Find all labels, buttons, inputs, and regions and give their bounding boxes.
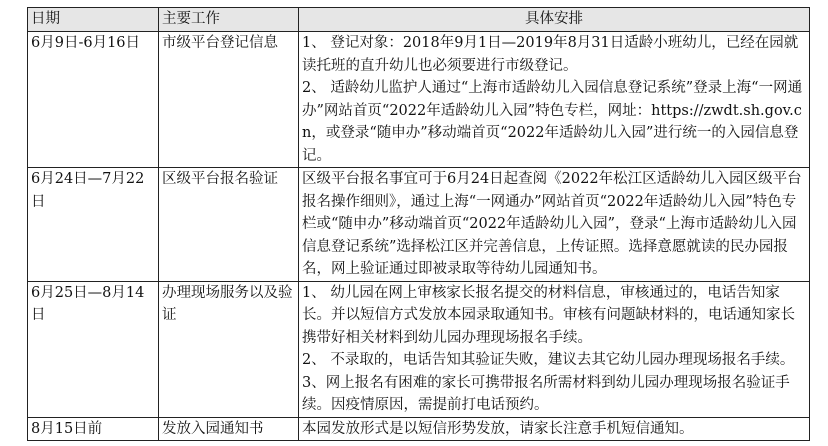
detail-paragraph: 本园发放形式是以短信形势发放，请家长注意手机短信通知。 [302, 420, 694, 437]
row-details [299, 281, 810, 417]
table-row [28, 168, 810, 282]
detail-paragraph: 区级平台报名事宜可于6月24日起查阅《2022年松江区适龄幼儿入园区级平台报名操作细则》，通过上海“一网通办”网站首页“2022年适龄幼儿入园”特色专栏或“随申办”移动端首页“2022年适龄幼儿入园”，登录“上海市适龄幼儿入园信息登记系统”选择松江区并完善信息，上传证照。选择意愿就读的民办园报名，网上验证通过即被录取等待幼儿园通知书。 [302, 171, 802, 277]
row-task: 区级平台报名验证 [159, 168, 299, 282]
header-main-task: 主要工作 [159, 8, 299, 32]
row-details [299, 32, 810, 168]
row-date: 6月24日—7月22日 [28, 168, 159, 282]
header-row [28, 8, 810, 32]
row-details [299, 417, 810, 441]
row-date: 6月9日-6月16日 [28, 32, 159, 168]
header-details: 具体安排 [299, 8, 810, 32]
table-row [28, 32, 810, 168]
row-task: 市级平台登记信息 [159, 32, 299, 168]
detail-paragraph: 1、 登记对象：2018年9月1日—2019年8月31日适龄小班幼儿，已经在园就读托班的直升幼儿也必须要进行市级登记。 [302, 35, 799, 74]
table-row [28, 281, 810, 417]
detail-paragraph: 2、 不录取的，电话告知其验证失败，建议去其它幼儿园办理现场报名手续。 [302, 352, 795, 368]
table-row [28, 417, 810, 441]
row-task: 办理现场服务以及验证 [159, 281, 299, 417]
detail-paragraph: 1、 幼儿园在网上审核家长报名提交的材料信息，审核通过的，电话告知家长。并以短信方式发放本园录取通知书。审核有问题缺材料的，电话通知家长携带好相关材料到幼儿园办理现场报名手续。 [302, 284, 795, 346]
enrollment-schedule-table [27, 7, 810, 441]
detail-paragraph: 2、 适龄幼儿监护人通过“上海市适龄幼儿入园信息登记系统”登录上海“一网通办”网站首页“2022年适龄幼儿入园”特色专栏，网址：https://zwdt.sh.gov.cn，或登录“随申办”移动端首页“2022年适龄幼儿入园”进行统一的入园信息登记。 [302, 80, 803, 164]
header-date: 日期 [28, 8, 159, 32]
row-details [299, 168, 810, 282]
row-date: 6月25日—8月14日 [28, 281, 159, 417]
row-date: 8月15日前 [28, 417, 159, 441]
detail-paragraph: 3、网上报名有困难的家长可携带报名所需材料到幼儿园办理现场报名验证手续。因疫情原因，需提前打电话预约。 [302, 374, 790, 413]
row-task: 发放入园通知书 [159, 417, 299, 441]
